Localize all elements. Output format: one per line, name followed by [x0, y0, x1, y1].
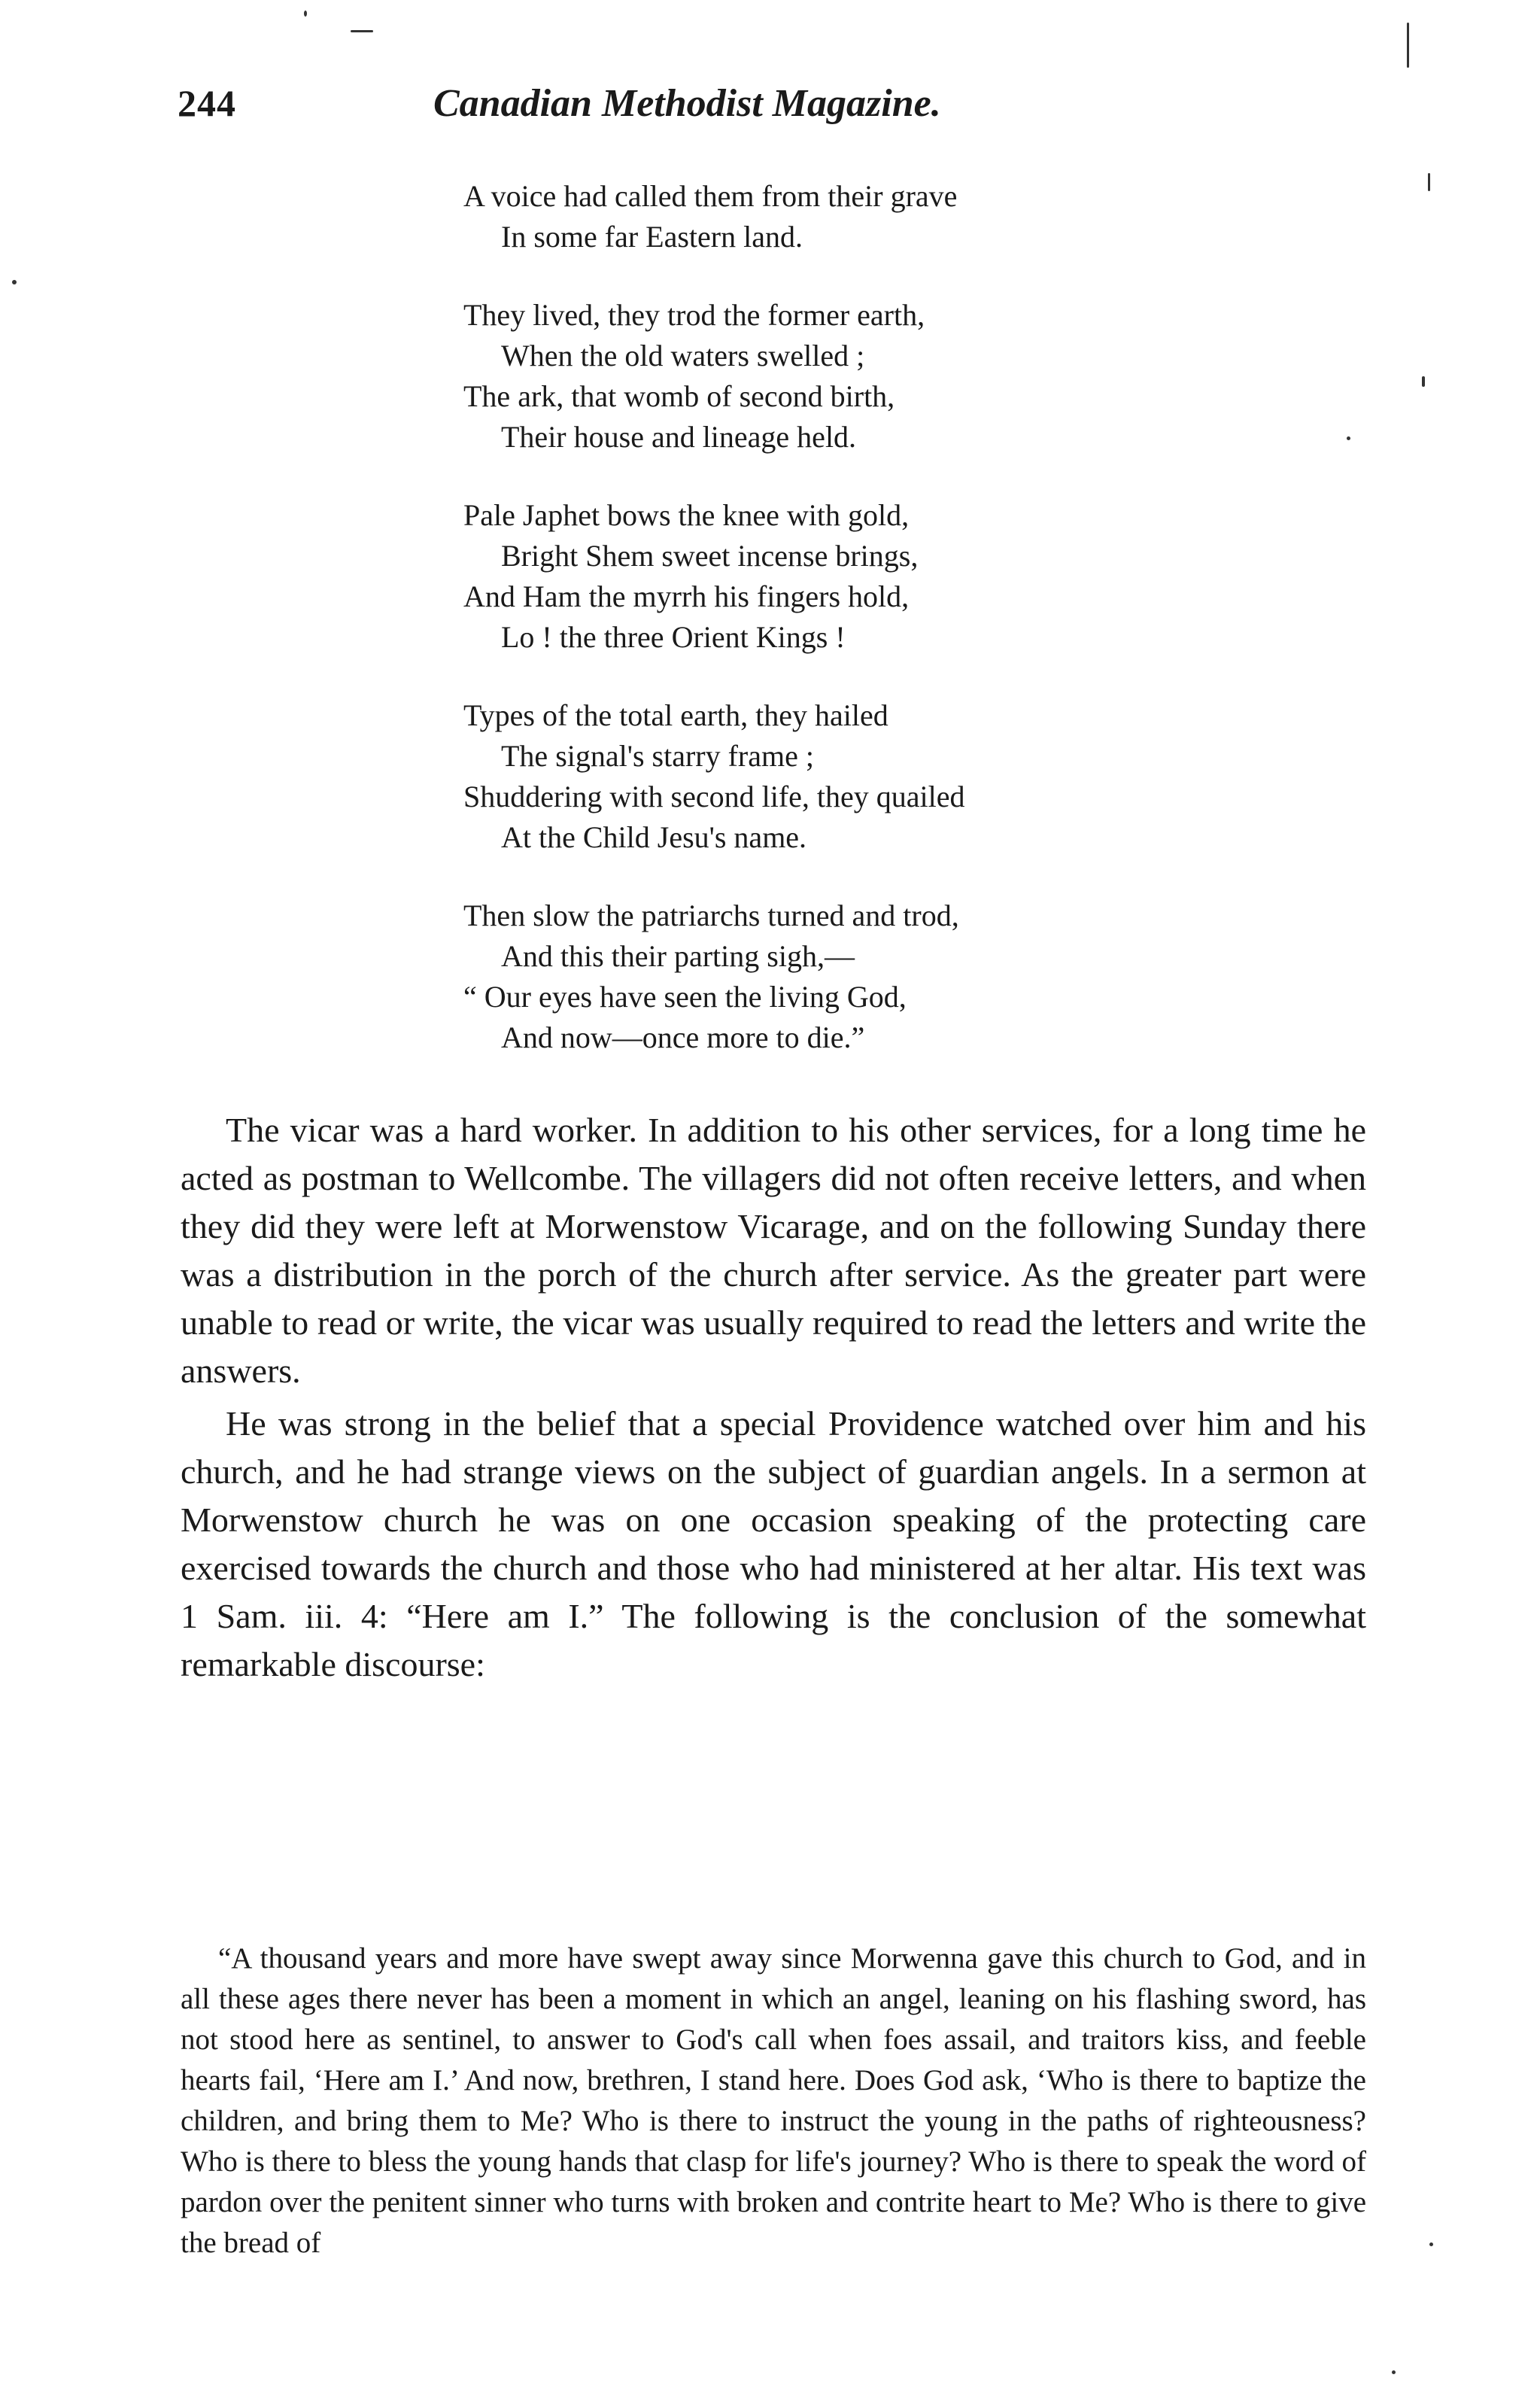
poem-line: When the old waters swelled ; — [501, 339, 865, 372]
poem-line: And now—once more to die.” — [501, 1020, 865, 1054]
poem-stanza — [463, 176, 1366, 257]
scan-speck — [1429, 2242, 1433, 2246]
scan-speck — [304, 11, 307, 17]
poem-line: Their house and lineage held. — [501, 420, 857, 454]
poem-line: The signal's starry frame ; — [501, 739, 814, 773]
scan-speck — [12, 280, 17, 284]
poem-line: Pale Japhet bows the knee with gold, — [463, 498, 910, 532]
page-header — [178, 81, 1080, 141]
sermon-quotation — [181, 1938, 1366, 2264]
poem-line: They lived, they trod the former earth, — [463, 298, 925, 332]
scan-speck — [1347, 436, 1350, 440]
scan-speck — [1392, 2370, 1396, 2374]
poem-line: In some far Eastern land. — [501, 220, 803, 254]
poem-line: A voice had called them from their grave — [463, 179, 958, 213]
poem-line: Lo ! the three Orient Kings ! — [501, 620, 846, 654]
running-title: Canadian Methodist Magazine. — [433, 82, 941, 125]
poem-stanza — [463, 295, 1366, 458]
body-paragraph: He was strong in the belief that a special Providence watched over him and his church, and he had strange views on the subject of guardian angels. In a sermon at Morwenstow church he was on one occasion speaking of the protecting care exercised towards the church and those who had ministered at her altar. His text was 1 Sam. iii. 4: “Here am I.” The following is the conclusion of the somewhat remarkable discourse: — [181, 1404, 1366, 1683]
poem-line: At the Child Jesu's name. — [501, 820, 807, 854]
scan-speck — [1407, 23, 1409, 68]
quotation-text: “A thousand years and more have swept away since Morwenna gave this church to God, and in all these ages there never has been a moment in which an angel, leaning on his flashing sword, has not stood here as sentinel, to answer to God's call when foes assail, and traitors kiss, and feeble hearts fail, ‘Here am I.’ And now, brethren, I stand here. Does God ask, ‘Who is there to baptize the children, and bring them to Me? Who is there to instruct the young in the paths of righteousness? Who is there to bless the young hands that clasp for life's journey? Who is there to speak the word of pardon over the penitent sinner who turns with broken and contrite heart to Me? Who is there to give the bread of — [181, 1942, 1366, 2259]
scan-speck — [1422, 376, 1425, 387]
poem-line: Bright Shem sweet incense brings, — [501, 539, 919, 573]
poem-line: And this their parting sigh,— — [501, 939, 855, 973]
poem — [463, 176, 1366, 1096]
page-number: 244 — [178, 82, 236, 124]
scan-speck — [351, 30, 373, 32]
body-text — [181, 1106, 1366, 1689]
poem-line: “ Our eyes have seen the living God, — [463, 980, 907, 1014]
poem-line: Shuddering with second life, they quailed — [463, 780, 965, 813]
poem-line: Then slow the patriarchs turned and trod, — [463, 898, 959, 932]
poem-line: The ark, that womb of second birth, — [463, 379, 895, 413]
poem-stanza — [463, 695, 1366, 858]
poem-stanza — [463, 495, 1366, 658]
poem-line: And Ham the myrrh his fingers hold, — [463, 579, 910, 613]
poem-line: Types of the total earth, they hailed — [463, 698, 888, 732]
scan-speck — [1428, 173, 1430, 191]
poem-stanza — [463, 895, 1366, 1058]
body-paragraph: The vicar was a hard worker. In addition to his other services, for a long time he acted as postman to Wellcombe. The villagers did not often receive letters, and when they did they were left at Morwenstow Vicarage, and on the following Sunday there was a distribution in the porch of the church after service. As the greater part were unable to read or write, the vicar was usually required to read the letters and write the answers. — [181, 1111, 1366, 1390]
